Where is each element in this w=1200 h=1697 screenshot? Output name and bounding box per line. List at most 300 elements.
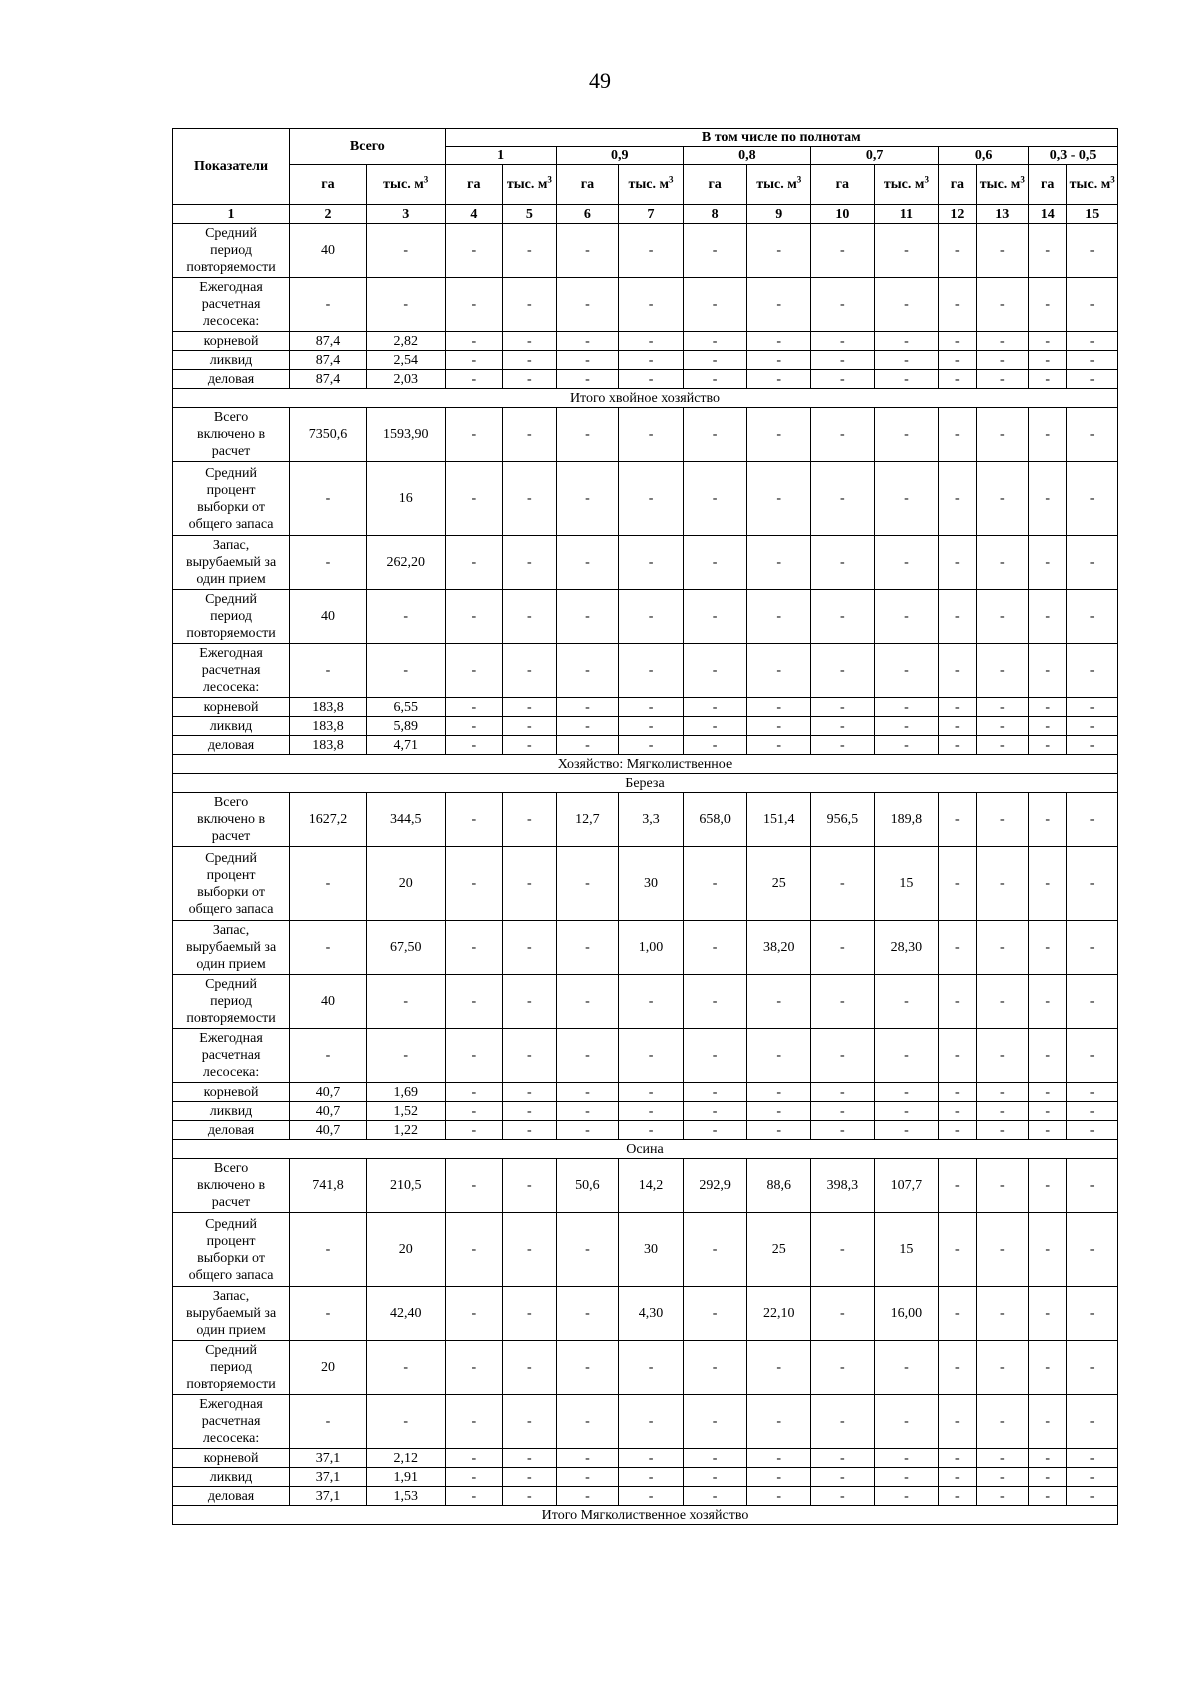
table-cell: - (1067, 536, 1118, 590)
table-cell: - (747, 332, 811, 351)
unit-volume: тыс. $м^3$ (976, 165, 1028, 205)
table-cell: - (811, 847, 875, 921)
table-row (173, 736, 1118, 755)
table-cell: - (939, 332, 976, 351)
table-cell: - (503, 278, 557, 332)
unit-volume: тыс. $м^3$ (1067, 165, 1118, 205)
table-cell: - (1067, 1029, 1118, 1083)
table-cell: 28,30 (874, 921, 939, 975)
table-row (173, 717, 1118, 736)
table-cell: - (939, 793, 976, 847)
table-cell: - (874, 278, 939, 332)
table-cell: - (503, 224, 557, 278)
table-cell: 7350,6 (290, 408, 367, 462)
row-label: Средний период повторяемости (173, 1341, 290, 1395)
table-cell: - (874, 698, 939, 717)
table-cell: - (445, 847, 503, 921)
table-cell: - (683, 717, 747, 736)
table-row (173, 1121, 1118, 1140)
table-cell: - (683, 224, 747, 278)
table-cell: 956,5 (811, 793, 875, 847)
table-header (173, 129, 1118, 224)
table-cell: - (874, 1083, 939, 1102)
table-cell: - (556, 1121, 619, 1140)
unit-volume-sup: 3 (1110, 174, 1115, 185)
table-cell: - (290, 1395, 367, 1449)
header-indicators: Показатели (173, 129, 290, 205)
table-cell: - (811, 1102, 875, 1121)
row-label: Ежегодная расчетная лесосека: (173, 1029, 290, 1083)
table-cell: - (619, 590, 684, 644)
table-cell: - (503, 1121, 557, 1140)
table-cell: - (874, 644, 939, 698)
table-cell: - (976, 332, 1028, 351)
table-cell: - (811, 698, 875, 717)
table-cell: - (556, 1287, 619, 1341)
table-cell: - (1029, 1083, 1067, 1102)
table-cell: - (445, 590, 503, 644)
table-cell: - (874, 1029, 939, 1083)
table-cell: - (1067, 698, 1118, 717)
table-cell: - (939, 975, 976, 1029)
table-cell: - (619, 736, 684, 755)
table-cell: - (747, 1449, 811, 1468)
table-cell: - (976, 698, 1028, 717)
row-label: Средний период повторяемости (173, 975, 290, 1029)
table-cell: - (366, 644, 445, 698)
table-cell: - (290, 1213, 367, 1287)
table-cell: - (619, 975, 684, 1029)
row-label: Запас, вырубаемый за один прием (173, 536, 290, 590)
table-cell: - (556, 1102, 619, 1121)
table-cell: - (503, 1287, 557, 1341)
table-cell: - (747, 1468, 811, 1487)
section-title: Береза (173, 774, 1118, 793)
row-label: Средний процент выборки от общего запаса (173, 1213, 290, 1287)
table-cell: 40 (290, 224, 367, 278)
unit-volume-sup: 3 (796, 174, 802, 185)
row-label: ликвид (173, 1102, 290, 1121)
table-cell: - (811, 462, 875, 536)
unit-volume: тыс. $м^3$ (503, 165, 557, 205)
table-row (173, 921, 1118, 975)
table-cell: - (445, 536, 503, 590)
table-cell: - (619, 224, 684, 278)
section-row (173, 774, 1118, 793)
table-cell: - (556, 1213, 619, 1287)
table-cell: 40,7 (290, 1083, 367, 1102)
table-cell: - (811, 1341, 875, 1395)
table-cell: - (874, 1395, 939, 1449)
table-cell: - (976, 1102, 1028, 1121)
table-cell: - (1067, 847, 1118, 921)
table-cell: - (811, 278, 875, 332)
table-cell: - (445, 975, 503, 1029)
row-label: ликвид (173, 1468, 290, 1487)
table-cell: - (939, 1487, 976, 1506)
column-number: 5 (503, 205, 557, 224)
table-cell: - (939, 408, 976, 462)
table-cell: - (1029, 793, 1067, 847)
table-cell: - (445, 1159, 503, 1213)
section-title: Осина (173, 1140, 1118, 1159)
table-row (173, 847, 1118, 921)
column-number: 10 (811, 205, 875, 224)
table-cell: - (290, 1287, 367, 1341)
table-row (173, 1159, 1118, 1213)
row-label: Ежегодная расчетная лесосека: (173, 278, 290, 332)
table-cell: - (683, 1468, 747, 1487)
unit-ha: га (939, 165, 976, 205)
table-row (173, 1102, 1118, 1121)
table-cell: - (683, 1341, 747, 1395)
table-cell: - (1029, 921, 1067, 975)
table-cell: - (811, 1287, 875, 1341)
table-cell: 2,54 (366, 351, 445, 370)
table-cell: - (683, 1287, 747, 1341)
table-cell: - (976, 1083, 1028, 1102)
table-cell: 67,50 (366, 921, 445, 975)
table-cell: - (939, 1341, 976, 1395)
table-cell: 30 (619, 1213, 684, 1287)
table-cell: - (811, 408, 875, 462)
table-cell: - (747, 278, 811, 332)
table-cell: 1,69 (366, 1083, 445, 1102)
table-cell: - (290, 278, 367, 332)
table-cell: 344,5 (366, 793, 445, 847)
column-number: 3 (366, 205, 445, 224)
unit-ha: га (290, 165, 367, 205)
table-cell: - (556, 1029, 619, 1083)
table-cell: - (556, 975, 619, 1029)
table-cell: - (503, 1029, 557, 1083)
table-cell: - (1067, 332, 1118, 351)
density-header: 0,3 - 0,5 (1029, 147, 1118, 165)
unit-volume-sup: 3 (423, 174, 429, 185)
table-cell: - (556, 1395, 619, 1449)
table-cell: - (556, 1341, 619, 1395)
table-cell: 42,40 (366, 1287, 445, 1341)
table-cell: - (503, 698, 557, 717)
table-cell: - (445, 351, 503, 370)
table-cell: 87,4 (290, 370, 367, 389)
unit-ha: га (683, 165, 747, 205)
row-label: Всего включено в расчет (173, 408, 290, 462)
table-cell: - (1067, 351, 1118, 370)
table-cell: - (556, 698, 619, 717)
header-total: Всего (290, 129, 445, 165)
table-cell: - (619, 1468, 684, 1487)
table-cell: - (556, 1083, 619, 1102)
table-cell: 2,82 (366, 332, 445, 351)
table-cell: - (366, 590, 445, 644)
density-header: 0,8 (683, 147, 810, 165)
column-number: 13 (976, 205, 1028, 224)
table-cell: - (939, 1102, 976, 1121)
table-cell: - (874, 1341, 939, 1395)
table-cell: 3,3 (619, 793, 684, 847)
table-cell: - (1067, 1487, 1118, 1506)
table-cell: - (366, 278, 445, 332)
column-number: 7 (619, 205, 684, 224)
table-cell: - (445, 332, 503, 351)
table-cell: - (1067, 278, 1118, 332)
table-cell: - (976, 1121, 1028, 1140)
table-cell: - (939, 736, 976, 755)
density-header: 0,9 (556, 147, 683, 165)
table-cell: - (445, 1468, 503, 1487)
table-cell: - (1067, 224, 1118, 278)
table-cell: - (503, 408, 557, 462)
table-cell: - (683, 332, 747, 351)
table-cell: - (747, 1083, 811, 1102)
table-cell: 1,91 (366, 1468, 445, 1487)
table-cell: - (976, 1468, 1028, 1487)
table-cell: 210,5 (366, 1159, 445, 1213)
table-cell: - (976, 462, 1028, 536)
table-cell: - (747, 1102, 811, 1121)
table-cell: 2,12 (366, 1449, 445, 1468)
row-label: ликвид (173, 717, 290, 736)
table-cell: - (874, 717, 939, 736)
table-cell: - (976, 370, 1028, 389)
table-cell: - (445, 736, 503, 755)
table-cell: - (747, 370, 811, 389)
table-cell: - (556, 408, 619, 462)
table-cell: - (290, 847, 367, 921)
row-label: деловая (173, 1121, 290, 1140)
table-cell: - (976, 644, 1028, 698)
table-cell: - (811, 370, 875, 389)
row-label: Ежегодная расчетная лесосека: (173, 1395, 290, 1449)
table-cell: - (1029, 224, 1067, 278)
table-cell: - (976, 536, 1028, 590)
table-cell: - (445, 224, 503, 278)
table-cell: - (1029, 1449, 1067, 1468)
table-cell: - (939, 278, 976, 332)
table-cell: - (556, 370, 619, 389)
table-cell: - (939, 590, 976, 644)
unit-ha: га (445, 165, 503, 205)
table-row (173, 278, 1118, 332)
table-cell: - (503, 1468, 557, 1487)
table-cell: - (503, 717, 557, 736)
table-cell: - (619, 1395, 684, 1449)
table-cell: - (976, 921, 1028, 975)
table-cell: - (1029, 1341, 1067, 1395)
table-row (173, 224, 1118, 278)
table-cell: 50,6 (556, 1159, 619, 1213)
table-cell: - (556, 462, 619, 536)
table-cell: - (1029, 1121, 1067, 1140)
header-by-density: В том числе по полнотам (445, 129, 1117, 147)
table-row (173, 1487, 1118, 1506)
table-cell: - (811, 351, 875, 370)
table-cell: - (619, 1083, 684, 1102)
table-cell: - (1029, 590, 1067, 644)
table-cell: - (683, 408, 747, 462)
table-cell: - (874, 408, 939, 462)
table-cell: 16,00 (874, 1287, 939, 1341)
table-cell: - (939, 370, 976, 389)
table-cell: 1,52 (366, 1102, 445, 1121)
table-cell: - (747, 644, 811, 698)
table-cell: - (939, 717, 976, 736)
table-cell: - (503, 1102, 557, 1121)
table-cell: - (811, 736, 875, 755)
table-cell: - (811, 224, 875, 278)
table-cell: - (976, 793, 1028, 847)
section-title: Итого хвойное хозяйство (173, 389, 1118, 408)
table-cell: - (556, 921, 619, 975)
table-cell: - (503, 1341, 557, 1395)
table-cell: - (811, 644, 875, 698)
table-cell: - (683, 536, 747, 590)
row-label: Всего включено в расчет (173, 793, 290, 847)
table-cell: - (619, 698, 684, 717)
table-cell: 40 (290, 975, 367, 1029)
table-cell: - (683, 1083, 747, 1102)
table-cell: - (556, 224, 619, 278)
table-cell: - (503, 351, 557, 370)
table-cell: - (366, 1395, 445, 1449)
table-cell: - (556, 278, 619, 332)
table-cell: 37,1 (290, 1449, 367, 1468)
table-body (173, 224, 1118, 1525)
table-cell: - (366, 224, 445, 278)
table-cell: - (1067, 793, 1118, 847)
table-cell: - (1029, 408, 1067, 462)
table-cell: - (503, 332, 557, 351)
table-cell: - (619, 1029, 684, 1083)
table-row (173, 1213, 1118, 1287)
table-cell: - (811, 717, 875, 736)
table-cell: - (503, 536, 557, 590)
table-cell: - (976, 1029, 1028, 1083)
table-cell: - (1067, 975, 1118, 1029)
table-cell: - (939, 1083, 976, 1102)
table-cell: 4,30 (619, 1287, 684, 1341)
unit-volume-sup: 3 (1020, 174, 1025, 185)
table-cell: - (683, 847, 747, 921)
table-cell: - (1029, 1287, 1067, 1341)
table-cell: - (1029, 536, 1067, 590)
table-cell: - (556, 717, 619, 736)
table-cell: - (683, 736, 747, 755)
table-cell: - (939, 1029, 976, 1083)
table-cell: - (747, 1395, 811, 1449)
table-cell: - (445, 1213, 503, 1287)
table-cell: 40,7 (290, 1121, 367, 1140)
table-cell: - (976, 736, 1028, 755)
table-cell: - (445, 1102, 503, 1121)
table-cell: - (747, 351, 811, 370)
section-title: Хозяйство: Мягколиственное (173, 755, 1118, 774)
table-cell: - (747, 590, 811, 644)
column-number: 4 (445, 205, 503, 224)
row-label: Средний период повторяемости (173, 590, 290, 644)
table-cell: 151,4 (747, 793, 811, 847)
table-cell: - (366, 1029, 445, 1083)
table-cell: 25 (747, 847, 811, 921)
table-row (173, 1287, 1118, 1341)
row-label: Запас, вырубаемый за один прием (173, 921, 290, 975)
table-cell: - (503, 921, 557, 975)
table-cell: - (874, 1102, 939, 1121)
table-cell: 37,1 (290, 1487, 367, 1506)
table-cell: - (556, 536, 619, 590)
table-cell: - (445, 370, 503, 389)
table-cell: - (683, 975, 747, 1029)
unit-ha: га (556, 165, 619, 205)
table-cell: - (503, 462, 557, 536)
table-cell: - (976, 975, 1028, 1029)
table-cell: - (811, 1449, 875, 1468)
table-cell: - (811, 1468, 875, 1487)
table-cell: - (445, 278, 503, 332)
table-cell: - (1067, 590, 1118, 644)
table-row (173, 1449, 1118, 1468)
table-cell: - (619, 278, 684, 332)
table-cell: 741,8 (290, 1159, 367, 1213)
table-cell: - (747, 224, 811, 278)
table-cell: - (1067, 462, 1118, 536)
table-cell: - (747, 1341, 811, 1395)
table-cell: - (811, 1083, 875, 1102)
table-cell: - (939, 1468, 976, 1487)
table-row (173, 1395, 1118, 1449)
table-cell: - (747, 975, 811, 1029)
table-cell: - (445, 1029, 503, 1083)
table-cell: - (290, 462, 367, 536)
table-row (173, 462, 1118, 536)
table-cell: - (939, 1395, 976, 1449)
table-cell: - (1067, 1449, 1118, 1468)
table-cell: - (874, 1449, 939, 1468)
table-cell: - (445, 1395, 503, 1449)
table-cell: - (290, 644, 367, 698)
section-row (173, 1506, 1118, 1525)
table-cell: - (811, 1213, 875, 1287)
table-cell: - (683, 1395, 747, 1449)
table-cell: - (445, 462, 503, 536)
table-cell: - (619, 1487, 684, 1506)
table-cell: 30 (619, 847, 684, 921)
table-cell: - (811, 1121, 875, 1140)
row-label: Средний период повторяемости (173, 224, 290, 278)
table-cell: - (747, 736, 811, 755)
table-cell: - (811, 536, 875, 590)
table-cell: - (503, 1083, 557, 1102)
table-cell: - (619, 644, 684, 698)
table-cell: - (1029, 1159, 1067, 1213)
table-cell: - (976, 1159, 1028, 1213)
table-cell: - (683, 1487, 747, 1506)
table-cell: 88,6 (747, 1159, 811, 1213)
table-cell: - (445, 644, 503, 698)
table-cell: - (290, 536, 367, 590)
table-row (173, 590, 1118, 644)
table-cell: - (1067, 1468, 1118, 1487)
unit-volume-sup: 3 (669, 174, 674, 185)
table-cell: 183,8 (290, 717, 367, 736)
table-cell: - (445, 1121, 503, 1140)
table-cell: 16 (366, 462, 445, 536)
table-row (173, 975, 1118, 1029)
table-cell: - (939, 1287, 976, 1341)
table-cell: - (619, 1102, 684, 1121)
table-cell: - (939, 462, 976, 536)
